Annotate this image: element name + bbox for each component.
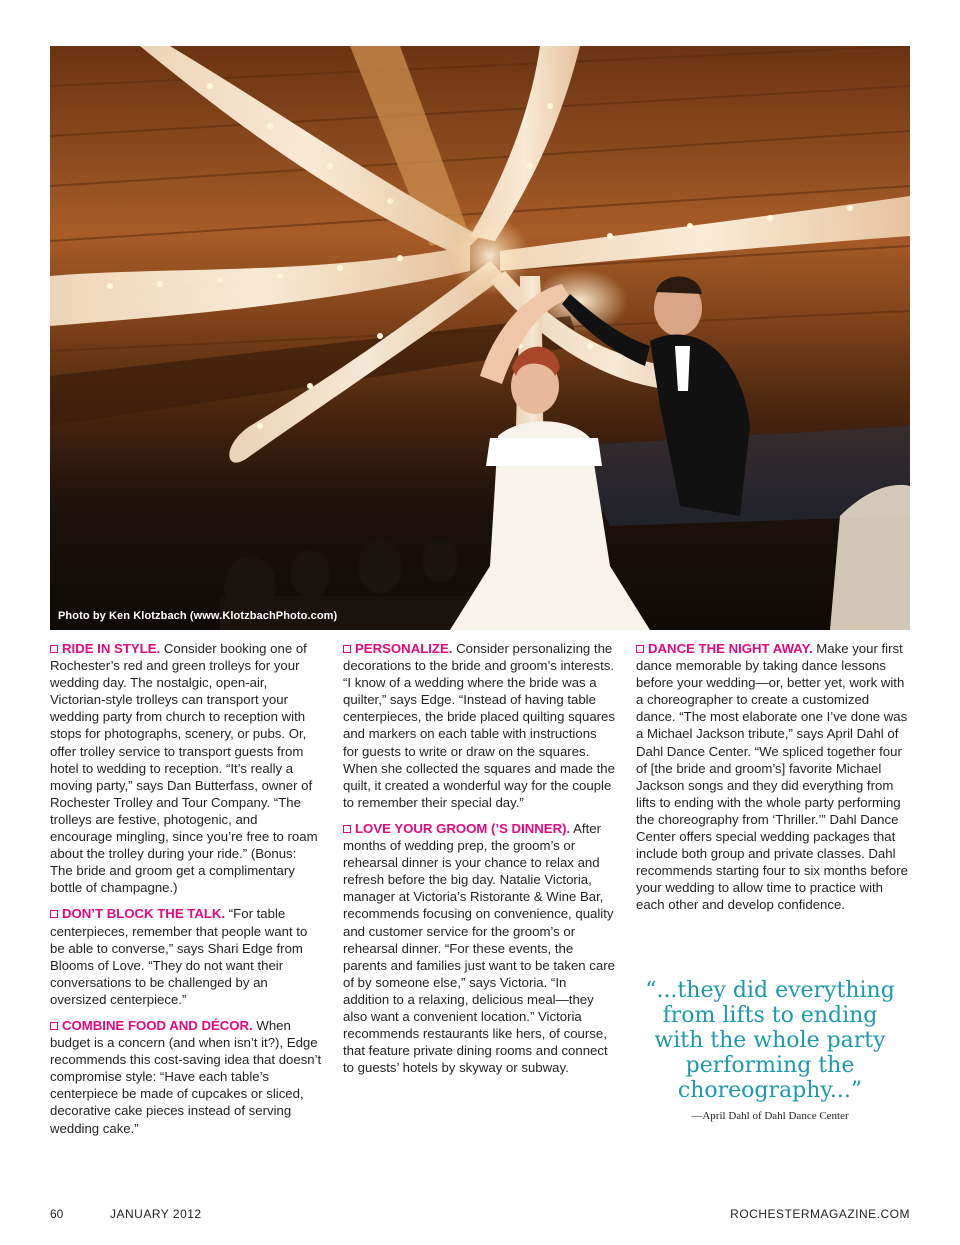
tip-heading: COMBINE FOOD AND DÉCOR. bbox=[62, 1017, 253, 1033]
checkbox-bullet-icon bbox=[50, 910, 58, 918]
tip-body: “For table centerpieces, remember that people want to be able to converse,” says Shari Edge from Blooms of Love. “They do not want their conversations to be challenged by an oversized centerpiece.” bbox=[50, 906, 308, 1007]
tip-heading: RIDE IN STYLE. bbox=[62, 641, 161, 656]
article-column-1 bbox=[50, 640, 322, 1146]
page-number: 60 bbox=[50, 1207, 64, 1221]
issue-date: JANUARY 2012 bbox=[110, 1207, 202, 1221]
article-column-2 bbox=[343, 640, 615, 1085]
tip-body: Make your first dance memorable by taking dance lessons before your wedding—or, better yet, work with a choreographer to create a customized dance. “The most elaborate one I’ve done was a Michael Jackson tribute,” says April Dahl of Dahl Dance Center. “We spliced together four of [the bride and groom’s] favorite Michael Jackson songs and they did everything from lifts to ending with the whole party performing the choreography from ‘Thriller.’” Dahl Dance Center offers special wedding packages that include both group and private classes. Dahl recommends starting four to six months before your wedding to allow time to practice with each other and develop confidence. bbox=[636, 641, 908, 913]
photo-illustration bbox=[50, 46, 910, 630]
tip-heading: LOVE YOUR GROOM (’S DINNER). bbox=[355, 820, 571, 836]
wedding-dance-photo bbox=[50, 46, 910, 630]
tip-heading: DON’T BLOCK THE TALK. bbox=[62, 906, 226, 922]
tip-body: When budget is a concern (and when isn’t it?), Edge recommends this cost-saving idea that doesn’t compromise style: “Have each table’s centerpiece be made of cupcakes or sliced, decorative cake pieces instead of serving wedding cake.” bbox=[50, 1017, 322, 1136]
tip-body: Consider personalizing the decorations to the bride and groom’s interests. “I know of a wedding where the bride was a quilter,” says Edge. “Instead of having table centerpieces, the bride placed quilting squares and markers on each table with instructions for guests to write or draw on the squares. When she collected the squares and made the quilt, it created a wonderful way for the couple to remember their special day.” bbox=[343, 641, 615, 810]
checkbox-bullet-icon bbox=[50, 1022, 58, 1030]
checkbox-bullet-icon bbox=[50, 645, 58, 653]
tip-heading: PERSONALIZE. bbox=[355, 641, 453, 656]
tip-body: Consider booking one of Rochester’s red and green trolleys for your wedding day. The nostalgic, open-air, Victorian-style trolleys can transport your wedding party from church to reception with stops for photographs, scenery, or pubs. Or, offer trolley service to transport guests from hotel to wedding to reception. “It’s really a moving party,” says Dan Butterfass, owner of Rochester Trolley and Tour Company. “The trolleys are festive, photogenic, and encourage mingling, since you’re free to roam about the trolley during your ride.” (Bonus: The bride and groom get a complimentary bottle of champagne.) bbox=[50, 641, 318, 896]
photo-credit: Photo by Ken Klotzbach (www.KlotzbachPhoto.com) bbox=[58, 610, 338, 622]
article-column-3 bbox=[636, 640, 908, 923]
tip-body: After months of wedding prep, the groom’s or rehearsal dinner is your chance to relax and refresh before the big day. Natalie Victoria, manager at Victoria’s Ristorante & Wine Bar, recommends focusing on convenience, quality and customer service for the groom’s or rehearsal dinner. “For these events, the parents and families just want to be taken care of by someone else,” says Victoria. “In addition to a relaxing, delicious meal—they also want a convenient location.” Victoria recommends restaurants like hers, of course, that feature private dining rooms and connect to guests’ hotels by skyway or subway. bbox=[343, 820, 615, 1076]
checkbox-bullet-icon bbox=[343, 825, 351, 833]
tip-combine-food-and-decor bbox=[50, 1017, 322, 1137]
tip-personalize bbox=[343, 640, 615, 811]
checkbox-bullet-icon bbox=[343, 645, 351, 653]
pull-quote-attribution: —April Dahl of Dahl Dance Center bbox=[691, 1110, 849, 1122]
tip-ride-in-style bbox=[50, 640, 322, 896]
checkbox-bullet-icon bbox=[636, 645, 644, 653]
pull-quote: “...they did everything from lifts to ending with the whole party performing the choreography...” bbox=[645, 978, 895, 1103]
website-url: ROCHESTERMAGAZINE.COM bbox=[730, 1207, 910, 1221]
tip-dont-block-the-talk bbox=[50, 905, 322, 1008]
tip-heading: DANCE THE NIGHT AWAY. bbox=[648, 641, 813, 656]
tip-love-your-groom bbox=[343, 820, 615, 1076]
tip-dance-the-night-away bbox=[636, 640, 908, 914]
